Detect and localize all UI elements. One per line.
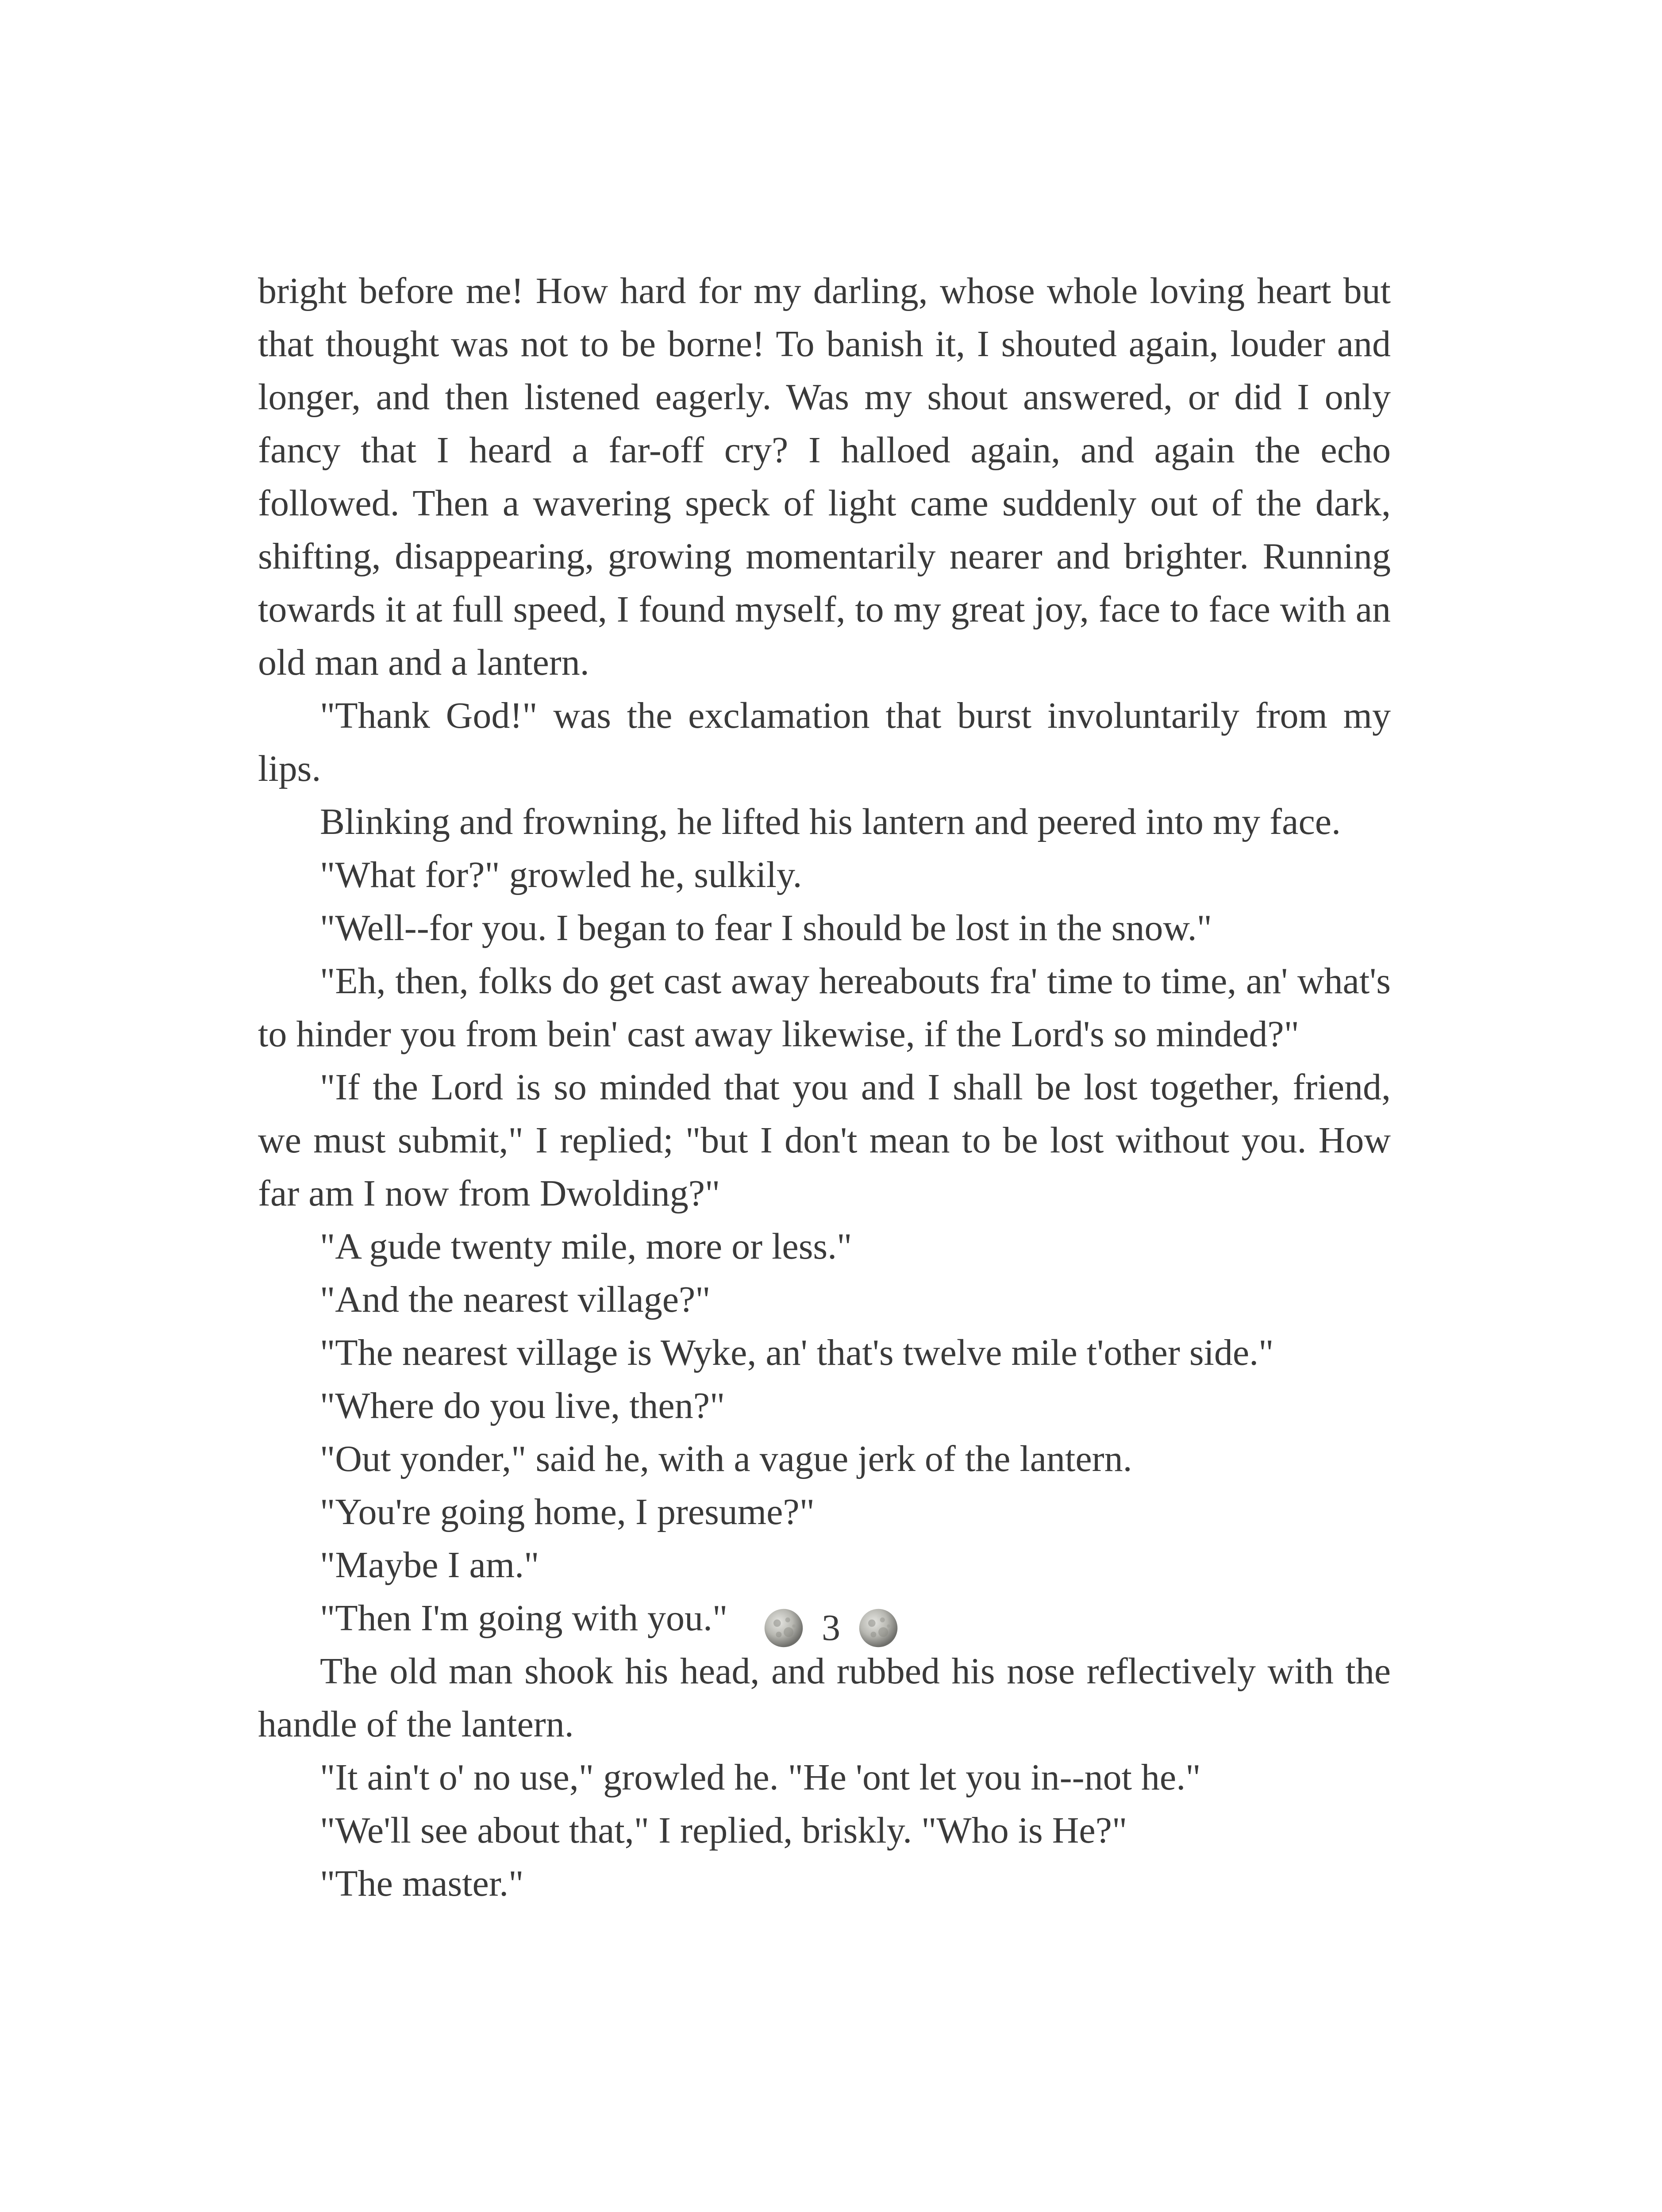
paragraph: bright before me! How hard for my darling, whose whole loving heart but that thought was not to be borne! To banish it, I shouted again, louder and longer, and then listened eagerly. Was my shout answered, or did I only fancy that I heard a far-off cry? I halloed again, and again the echo followed. Then a wavering speck of light came suddenly out of the dark, shifting, disappearing, growing momentarily nearer and brighter. Running towards it at full speed, I found myself, to my great joy, face to face with an old man and a lantern. <box>258 270 1391 683</box>
page-number: 3 <box>822 1607 840 1648</box>
paragraph: "Out yonder," said he, with a vague jerk of the lantern. <box>320 1438 1132 1479</box>
paragraph: "Eh, then, folks do get cast away hereabouts fra' time to time, an' what's to hinder you from bein' cast away likewise, if the Lord's so minded?" <box>258 960 1391 1055</box>
paragraph: "Then I'm going with you." <box>320 1598 728 1639</box>
paragraph: The old man shook his head, and rubbed his nose reflectively with the handle of the lantern. <box>258 1651 1391 1745</box>
paragraph: "And the nearest village?" <box>320 1279 711 1320</box>
paragraph: "It ain't o' no use," growled he. "He 'ont let you in--not he." <box>320 1757 1201 1798</box>
paragraph: "A gude twenty mile, more or less." <box>320 1226 852 1267</box>
paragraph: "The nearest village is Wyke, an' that's twelve mile t'other side." <box>320 1332 1274 1373</box>
paragraph: "What for?" growled he, sulkily. <box>320 854 802 895</box>
page-footer <box>0 1599 1662 1657</box>
paragraph: "We'll see about that," I replied, briskly. "Who is He?" <box>320 1810 1127 1851</box>
paragraph: "Where do you live, then?" <box>320 1385 725 1426</box>
full-moon-icon <box>858 1608 899 1648</box>
body-text <box>258 265 1391 1910</box>
paragraph: "Well--for you. I began to fear I should be lost in the snow." <box>320 907 1212 949</box>
full-moon-icon <box>763 1608 804 1648</box>
paragraph: Blinking and frowning, he lifted his lantern and peered into my face. <box>320 801 1341 842</box>
paragraph: "The master." <box>320 1863 524 1904</box>
paragraph: "Thank God!" was the exclamation that burst involuntarily from my lips. <box>258 695 1391 789</box>
paragraph: "If the Lord is so minded that you and I shall be lost together, friend, we must submit," I replied; "but I don't mean to be lost without you. How far am I now from Dwolding?" <box>258 1067 1391 1214</box>
paragraph: "You're going home, I presume?" <box>320 1491 815 1532</box>
paragraph: "Maybe I am." <box>320 1544 539 1586</box>
